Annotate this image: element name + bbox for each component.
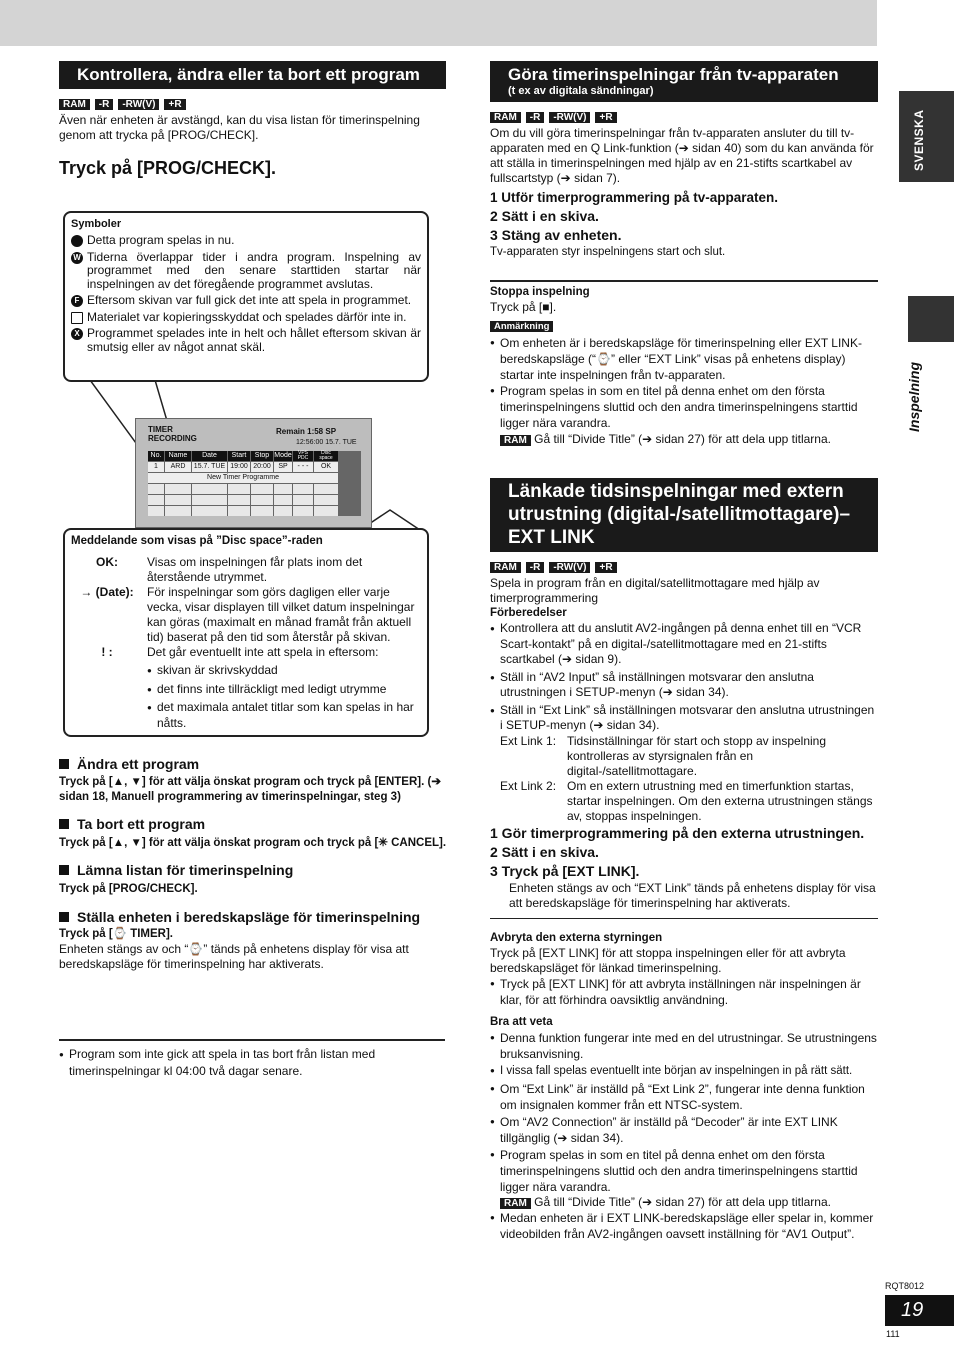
ext-link-1: Ext Link 1: Tidsinställningar för start och stopp av inspelning kontrolleras av styrsignalen från en digital-/satellitmottagare. (500, 733, 827, 778)
badge-rwv: -RW(V) (118, 99, 159, 110)
prep-heading: Förberedelser (490, 607, 567, 619)
prep-list (490, 621, 878, 734)
cell-stop[interactable]: 20:00 (251, 462, 273, 472)
cancel-list (490, 976, 878, 1008)
disc-badges-tv (490, 112, 878, 123)
symbol-row-overlap: W Tiderna överlappar tider i andra program. Inspelning av programmet med den senare starttiden startar när inspelningen av det föregående programmet avslutas. (71, 251, 421, 292)
know-item-1: ● Denna funktion fungerar inte med en del utrustningar. Se utrustningens bruksanvisning. (490, 1030, 878, 1062)
copy-protected-icon (71, 312, 83, 324)
record-dot-icon (71, 235, 83, 247)
tv-note-1: ● Om enheten är i beredskapsläge för timerinspelning eller EXT LINK-beredskapsläge (“⌚” eller “EXT Link” visas på enhetens display) startar inte inspelningen från tv-apparaten. (490, 335, 878, 383)
stop-heading: Stoppa inspelning (490, 285, 590, 298)
disc-badges-ext (490, 562, 878, 573)
col-name: Name (165, 451, 191, 461)
right-column (490, 61, 878, 447)
timer-recording-screen (135, 418, 372, 528)
square-bullet-icon (59, 912, 69, 922)
tv-step-3: 3 Stäng av enheten. (490, 227, 622, 243)
press-prog-check: Tryck på [PROG/CHECK]. (59, 158, 277, 178)
badge-ram: RAM (490, 112, 521, 123)
badge-r: -R (95, 99, 114, 110)
disc-space-title: Meddelande som visas på ”Disc space”-raden (71, 535, 323, 547)
badge-rwv: -RW(V) (549, 112, 590, 123)
badge-ram: RAM (59, 99, 90, 110)
page-number: 19 (885, 1295, 954, 1326)
symbols-box (63, 211, 429, 382)
cell-date[interactable]: 15.7. TUE (193, 463, 226, 470)
badge-rwv: -RW(V) (549, 562, 590, 573)
section-tab (908, 296, 954, 342)
header-bar (0, 0, 877, 46)
square-bullet-icon (59, 759, 69, 769)
cancel-text: Tryck på [EXT LINK] för att stoppa inspelningen eller för att avbryta beredskapsläget för länkad timerinspelning. (490, 946, 846, 975)
prep-item-1: ● Kontrollera att du anslutit AV2-ingången på denna enhet till en “VCR Scart-kontakt” på en digital-/satellitmottagare med en 21-stifts scartkabel (➔ sidan 9). (490, 621, 878, 668)
symbol-row-protected: Materialet var kopieringsskyddat och spelades därför inte in. (71, 311, 421, 325)
tv-after: Tv-apparaten styr inspelningens start och slut. (490, 246, 726, 258)
timer-list (148, 451, 361, 516)
def-ok: OK: Visas om inspelningen får plats inom det återstående utrymmet. (96, 555, 363, 584)
new-timer-programme[interactable]: New Timer Programme (148, 473, 338, 483)
col-mode: Mode (274, 452, 292, 459)
reason-space: ● det finns inte tillräckligt med ledigt utrymme (147, 682, 421, 698)
badge-r: -R (526, 112, 545, 123)
divider (490, 280, 878, 282)
tv-ram-note: RAM Gå till “Divide Title” (➔ sidan 27) för att dela upp titlarna. (490, 432, 878, 447)
tv-step-2: 2 Sätt i en skiva. (490, 208, 599, 224)
ext-link-section (490, 478, 878, 1242)
badge-ram: RAM (500, 435, 531, 446)
section-subheading-tv: (t ex av digitala sändningar) (508, 85, 654, 97)
page-number-small: 111 (886, 1329, 900, 1339)
last-item: ● Medan enheten är i EXT LINK-beredskapsläge eller spelar in, kommer videobilden från AV2-ingången oavsett inställning för “AV1 Output”. (490, 1210, 878, 1242)
badge-ram: RAM (500, 1198, 531, 1209)
delete-program-text: Tryck på [▲, ▼] för att välja önskat program och tryck på [✳ CANCEL]. (59, 837, 447, 849)
doc-code: RQT8012 (885, 1281, 925, 1291)
square-bullet-icon (59, 865, 69, 875)
tv-step-1: 1 Utför timerprogrammering på tv-apparaten. (490, 190, 779, 205)
prep-item-2: ● Ställ in “AV2 Input” så inställningen motsvarar den anslutna utrustningen i SETUP-menyn (➔ sidan 34). (490, 670, 878, 701)
left-lower (59, 756, 449, 972)
badge-plus-r: +R (164, 99, 185, 110)
language-tab: SVENSKA (899, 91, 954, 182)
section-label: Inspelning (906, 362, 922, 432)
ext-after: Enheten stängs av och “EXT Link” tänds på enhetens display för visa att beredskapsläge för timerinspelning har aktiverats. (509, 880, 876, 910)
reason-protected: ● skivan är skrivskyddad (147, 663, 421, 679)
ext-link-2: Ext Link 2: Om en extern utrustning med en timerfunktion startas, startar inspelningen. Om den externa utrustningen stängs av, stoppas inspelningen. (500, 778, 873, 823)
symbols-title: Symboler (71, 218, 122, 230)
screen-remain: Remain 1:58 SP (276, 427, 337, 436)
badge-ram: RAM (490, 562, 521, 573)
warning-reasons (147, 663, 421, 731)
know-item-4: ● Om “AV2 Connection” är inställd på “Decoder” är inte EXT LINK tillgänglig (➔ sidan 34). (490, 1114, 878, 1146)
symbol-row-recording: Detta program spelas in nu. (71, 234, 421, 248)
stop-text: Tryck på [■]. (490, 299, 557, 314)
ext-step-2: 2 Sätt i en skiva. (490, 843, 599, 860)
note-label: Anmärkning (490, 321, 553, 332)
left-note (59, 1046, 445, 1080)
cancel-heading: Avbryta den externa styrningen (490, 932, 663, 944)
full-f-icon: F (71, 295, 83, 307)
screen-clock: 12:56:00 15.7. TUE (296, 439, 357, 446)
know-heading: Bra att veta (490, 1016, 553, 1028)
cell-vps[interactable]: - - - (293, 462, 313, 472)
standby-text: Enheten stängs av och “⌚” tänds på enhetens display för visa att beredskapsläge för timerinspelning har aktiverats. (59, 942, 409, 971)
square-bullet-icon (59, 819, 69, 829)
ext-intro: Spela in program från en digital/satellitmottagare med hjälp av timerprogrammering (490, 576, 820, 605)
exit-list-heading: Lämna listan för timerinspelning (59, 862, 449, 879)
section-heading-check: Kontrollera, ändra eller ta bort ett program (59, 61, 446, 89)
disc-space-box (63, 528, 429, 737)
col-disc: Disc space (314, 451, 338, 461)
col-stop: Stop (251, 451, 273, 461)
badge-r: -R (526, 562, 545, 573)
symbol-row-full: F Eftersom skivan var full gick det inte att spela in programmet. (71, 294, 421, 308)
col-date: Date (192, 451, 227, 461)
section-heading-ext-link: Länkade tidsinspelningar med extern utrustning (digital-/satellitmottagare)– EXT LINK (490, 478, 878, 552)
cell-no[interactable]: 1 (148, 462, 164, 472)
standby-heading: Ställa enheten i beredskapsläge för timerinspelning (59, 907, 449, 927)
note-item: ● Program som inte gick att spela in tas bort från listan med timerinspelningar kl 04:00 två dagar senare. (59, 1046, 445, 1080)
cell-disc[interactable]: OK (314, 462, 338, 472)
change-program-text: Tryck på [▲, ▼] för att välja önskat program och tryck på [ENTER]. (➔ sidan 18, Manuell programmering av timerinspelningar, steg 3) (59, 776, 441, 803)
standby-press: Tryck på [⌚ TIMER]. (59, 928, 174, 940)
know-list (490, 1030, 878, 1195)
ext-ram-note: RAM Gå till “Divide Title” (➔ sidan 27) för att dela upp titlarna. (490, 1195, 878, 1210)
know-item-5: ● Program spelas in som en titel på denna enhet om den första timerinspelningens sluttid och den andra timerinspelningens starttid ligger nära varandra. (490, 1147, 878, 1195)
overlap-w-icon: W (71, 252, 83, 264)
cell-start[interactable]: 19:00 (228, 462, 250, 472)
disc-badges (59, 99, 446, 110)
know-item-3: ● Om “Ext Link” är inställd på “Ext Link 2”, fungerar inte denna funktion om insignalen kommer från ett NTSC-system. (490, 1081, 878, 1113)
last-list (490, 1210, 878, 1242)
cell-mode[interactable]: SP (274, 462, 292, 472)
divider (490, 918, 878, 920)
divider (59, 1039, 445, 1041)
section-heading-tv: Göra timerinspelningar från tv-apparaten (t ex av digitala sändningar) (490, 61, 878, 102)
cancel-item: ● Tryck på [EXT LINK] för att avbryta inställningen när inspelningen är klar, för att förhindra oavsiktlig användning. (490, 976, 878, 1008)
screen-title: TIMER RECORDING (148, 425, 197, 443)
tv-note-2: ● Program spelas in som en titel på denna enhet om den första timerinspelningens sluttid och den andra timerinspelningens starttid ligger nära varandra. (490, 383, 878, 431)
reason-max-titles: ● det maximala antalet titlar som kan spelas in har nåtts. (147, 700, 421, 731)
delete-program-heading: Ta bort ett program (59, 816, 449, 833)
symbol-row-failed: X Programmet spelades inte in helt och hållet eftersom skivan är smutsig eller av något annat skäl. (71, 327, 421, 354)
failed-x-icon: X (71, 328, 83, 340)
prep-item-3: ● Ställ in “Ext Link” så inställningen motsvarar den anslutna utrustningen i SETUP-menyn (➔ sidan 34). (490, 703, 878, 734)
cell-name[interactable]: ARD (165, 462, 191, 472)
def-warning: ! : Det går eventuellt inte att spela in eftersom: (101, 645, 379, 659)
left-column (59, 61, 446, 179)
col-start: Start (228, 451, 250, 461)
ext-step-3: 3 Tryck på [EXT LINK]. (490, 862, 640, 879)
tv-intro: Om du vill göra timerinspelningar från tv-apparaten ansluter du till tv-apparaten med en Q Link-funktion (➔ sidan 40) som du kan använda för att ställa in timerinspelningen med hjälp av en 21-stifts scartkabel av fullscartstyp (➔ sidan 7). (490, 126, 874, 185)
tv-notes (490, 335, 878, 431)
intro-text: Även när enheten är avstängd, kan du visa listan för timerinspelning genom att trycka på [PROG/CHECK]. (59, 113, 420, 142)
exit-list-text: Tryck på [PROG/CHECK]. (59, 883, 198, 895)
change-program-heading: Ändra ett program (59, 756, 449, 773)
def-date: → (Date): För inspelningar som görs dagligen eller varje vecka, visar displayen till vilket datum inspelningar kan göras (maximalt en månad framåt från aktuell tid) baserat på den tid som återstår på skivan. (80, 585, 415, 644)
ext-step-1: 1 Gör timerprogrammering på den externa utrustningen. (490, 824, 865, 841)
col-vps: VPS PDC (293, 451, 313, 461)
know-item-2: ● I vissa fall spelas eventuellt inte början av inspelningen in på rätt sätt. (490, 1063, 878, 1079)
badge-plus-r: +R (595, 562, 616, 573)
col-no: No. (148, 451, 164, 461)
badge-plus-r: +R (595, 112, 616, 123)
